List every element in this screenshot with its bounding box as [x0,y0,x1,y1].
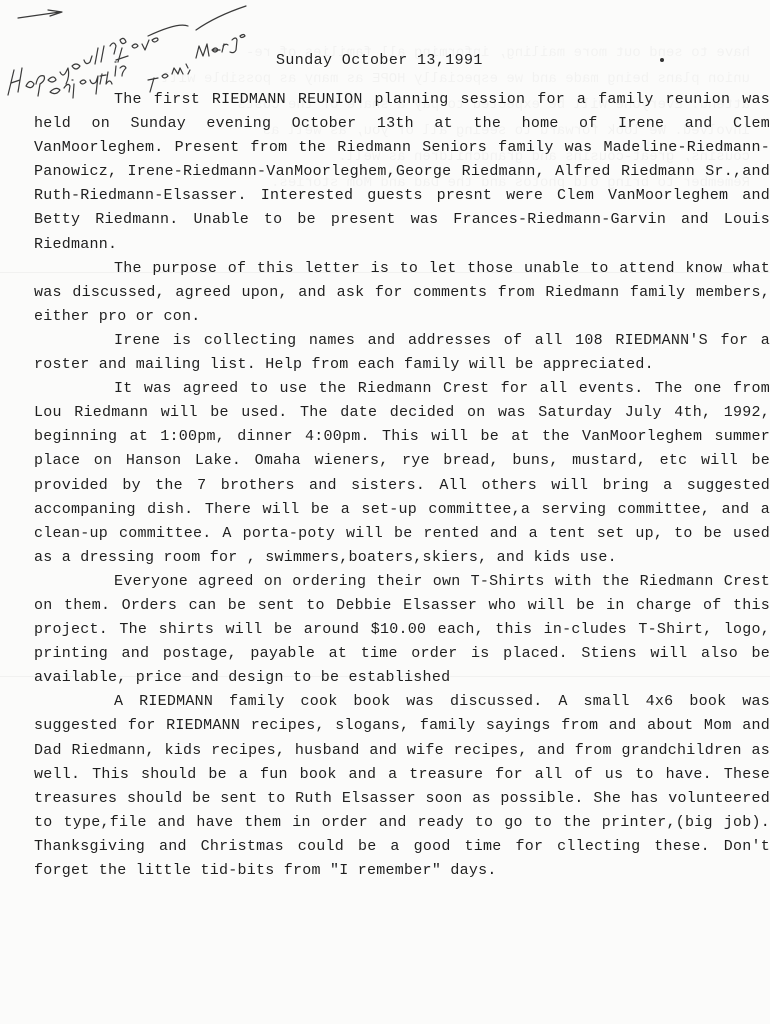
paragraph-roster: Irene is collecting names and addresses of all 108 RIEDMANN'S for a roster and mailing list. Help from each family will be appreciated. [34,331,770,374]
letter-body [34,88,770,883]
paragraph-t-shirts: Everyone agreed on ordering their own T-Shirts with the Riedmann Crest on them. Orders can be sent to Debbie Elsasser who will be in charge of this project. The shirts will be around $10.00 each, this in-cludes T-Shirt, logo, printing and postage, payable at time order is placed. Stiens will also be available, price and design to be established [34,572,770,687]
paragraph-planning-session: The first RIEDMANN REUNION planning session for a family reunion was held on Sunday evening October 13th at the home of Irene and Clem VanMoorleghem. Present from the Riedmann Seniors family was Madeline-Riedmann-Panowicz, Irene-Riedmann-VanMoorleghem,George Riedmann, Alfred Riedmann Sr.,and Ruth-Riedmann-Elsasser. Interested guests presnt were Clem VanMoorleghem and Betty Riedmann. Unable to be present was Frances-Riedmann-Garvin and Louis Riedmann. [34,91,770,253]
paragraph-event-details: It was agreed to use the Riedmann Crest for all events. The one from Lou Riedmann will be used. The date decided on was Saturday July 4th, 1992, beginning at 1:00pm, dinner 4:00pm. This will be at the VanMoorleghem summer place on Hanson Lake. Omaha wieners, rye bread, buns, mustard, etc will be provided by the 7 brothers and sisters. All others will bring a suggested accompaning dish. There will be a set-up committee,a serving committee, and a clean-up committee. A porta-poty will be rented and a tent set up, to be used as a dressing room for , swimmers,boaters,skiers, and kids use. [34,380,770,566]
stray-mark [660,58,664,62]
date-line: Sunday October 13,1991 [276,52,483,69]
paragraph-purpose: The purpose of this letter is to let those unable to attend know what was discussed, agreed upon, and ask for comments from Riedmann family members, either pro or con. [34,259,770,325]
paragraph-cook-book: A RIEDMANN family cook book was discussed. A small 4x6 book was suggested for RIEDMANN recipes, slogans, family sayings from and about Mom and Dad Riedmann, kids recipes, husband and wife recipes, and from grandchildren as well. This should be a fun book and a treasure for all of us to have. These treasures should be sent to Ruth Elsasser soon as possible. She has volunteered to type,file and have them in order and ready to go to the printer,(big job). Thanksgiving and Christmas could be a good time for cllecting these. Don't forget the little tid-bits from "I remember" days. [34,693,770,879]
